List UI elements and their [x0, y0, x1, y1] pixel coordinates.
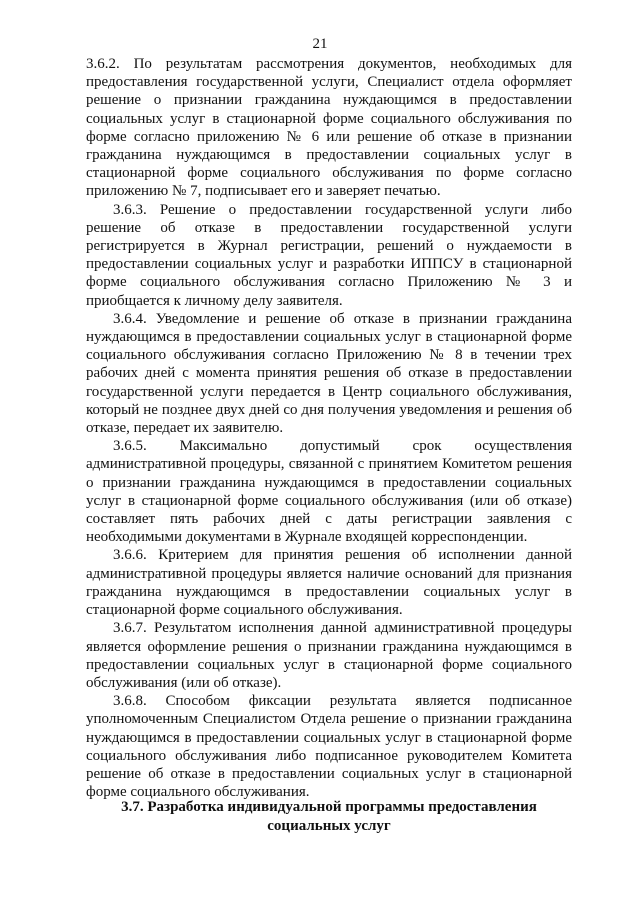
document-body — [86, 55, 572, 801]
paragraph-3-6-5: 3.6.5. Максимально допустимый срок осуществления административной процедуры, связанной с принятием Комитетом решения о признании гражданина нуждающимся в предоставлении социальных услуг в стационарной форме социального обслуживания (или об отказе) составляет пять рабочих дней с даты регистрации заявления с необходимыми документами в Журнале входящей корреспонденции. — [86, 438, 572, 546]
paragraph-3-6-3: 3.6.3. Решение о предоставлении государственной услуги либо решение об отказе в предоставлении государственной услуги регистрируется в Журнал регистрации, решений о нуждаемости в предоставлении социальных услуг и разработки ИППСУ в стационарной форме социального обслуживания согласно Приложению № 3 и приобщается к личному делу заявителя. — [86, 201, 572, 309]
paragraph-3-6-2: 3.6.2. По результатам рассмотрения документов, необходимых для предоставления государственной услуги, Специалист отдела оформляет решение о признании гражданина нуждающимся в предоставлении социальных услуг в стационарной форме социального обслуживания по форме согласно приложению № 6 или решение об отказе в признании гражданина нуждающимся в предоставлении социальных услуг в стационарной форме социального обслуживания по форме согласно приложению № 7, подписывает его и заверяет печатью. — [86, 56, 572, 200]
paragraph-3-6-6: 3.6.6. Критерием для принятия решения об исполнении данной административной процедуры является наличие оснований для признания гражданина нуждающимся в предоставлении социальных услуг в стационарной форме социального обслуживания. — [86, 547, 572, 619]
paragraph-3-6-7: 3.6.7. Результатом исполнения данной административной процедуры является оформление решения о признании гражданина нуждающимся в предоставлении социальных услуг в стационарной форме социального обслуживания (или об отказе). — [86, 620, 572, 691]
paragraph-3-6-8: 3.6.8. Способом фиксации результата является подписанное уполномоченным Специалистом Отдела решение о признании гражданина нуждающимся в предоставлении социальных услуг в стационарной форме социального обслуживания либо подписанное руководителем Комитета решение об отказе в предоставлении социальных услуг в стационарной форме социального обслуживания. — [86, 693, 572, 801]
section-heading: 3.7. Разработка индивидуальной программы предоставления социальных услуг — [121, 799, 537, 834]
page-number: 21 — [312, 36, 328, 52]
paragraph-3-6-4: 3.6.4. Уведомление и решение об отказе в признании гражданина нуждающимся в предоставлении социальных услуг в стационарной форме социального обслуживания согласно Приложению № 8 в течении трех рабочих дней с момента принятия решения об отказе в предоставлении государственной услуги передается в Центр социального обслуживания, который не позднее двух дней со дня получения уведомления и решения об отказе, передает их заявителю. — [86, 310, 572, 437]
